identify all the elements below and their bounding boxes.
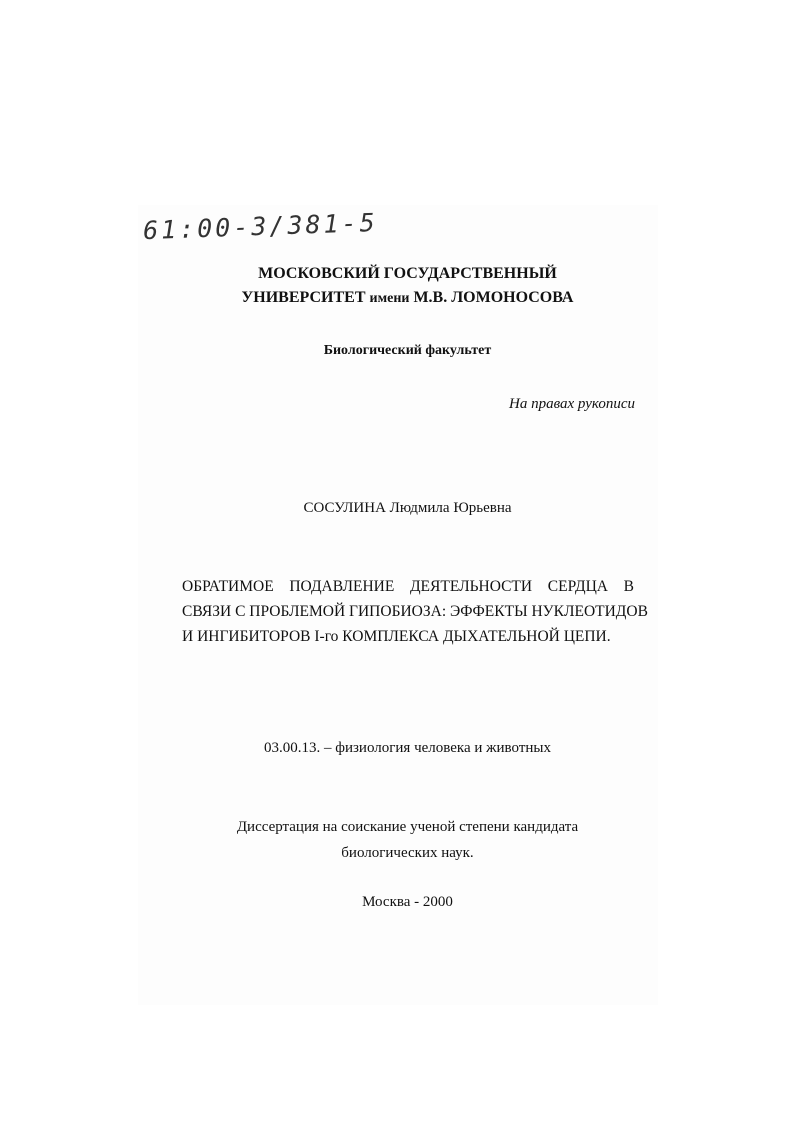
university-line-1: МОСКОВСКИЙ ГОСУДАРСТВЕННЫЙ	[258, 265, 557, 282]
degree-statement	[0, 814, 795, 866]
manuscript-rights-note: На правах рукописи	[509, 396, 635, 412]
title-line-3: И ИНГИБИТОРОВ I-го КОМПЛЕКСА ДЫХАТЕЛЬНОЙ ЦЕПИ.	[182, 628, 611, 645]
degree-line-1: Диссертация на соискание ученой степени кандидата	[236, 819, 579, 835]
university-line-2-a: УНИВЕРСИТЕТ	[241, 289, 366, 306]
title-line-2: СВЯЗИ С ПРОБЛЕМОЙ ГИПОБИОЗА: ЭФФЕКТЫ НУКЛЕОТИДОВ	[182, 603, 648, 620]
specialty-code: 03.00.13. – физиология человека и животных	[264, 740, 551, 756]
degree-line-2: биологических наук.	[341, 845, 474, 861]
faculty-name: Биологический факультет	[323, 343, 492, 358]
place-and-year: Москва - 2000	[362, 894, 453, 910]
university-line-2-b: имени	[369, 291, 410, 306]
university-line-2-c: М.В. ЛОМОНОСОВА	[413, 289, 574, 306]
author-name: СОСУЛИНА Людмила Юрьевна	[303, 500, 512, 516]
title-line-1: ОБРАТИМОЕ ПОДАВЛЕНИЕ ДЕЯТЕЛЬНОСТИ СЕРДЦА В	[182, 578, 634, 595]
university-name	[0, 262, 795, 311]
university-line-2	[0, 286, 795, 311]
archive-stamp-handwritten: 61:00-3/381-5	[142, 207, 379, 246]
dissertation-title	[182, 574, 648, 649]
